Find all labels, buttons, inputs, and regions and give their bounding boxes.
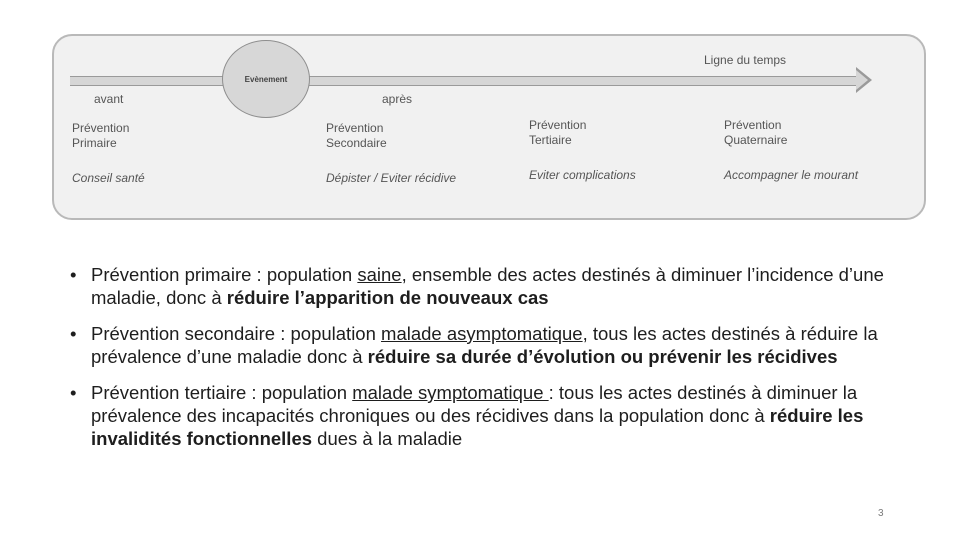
bullet-primary-prevention: • Prévention primaire : population saine, ensemble des actes destinés à diminuer l’incidence d’une maladie, donc à réduire l’apparition de nouveaux cas xyxy=(70,264,884,308)
after-label: après xyxy=(382,92,413,106)
bullet-tertiary-prevention: • Prévention tertiaire : population malade symptomatique : tous les actes destinés à diminuer la prévalence des incapacités chroniques ou des récidives dans la population donc à réduire les invalidités fonctionnelles dues à la maladie xyxy=(70,382,864,449)
event-circle xyxy=(222,40,310,118)
timeline-diagram xyxy=(52,34,926,220)
col4-action: Accompagner le mourant xyxy=(724,168,859,182)
bold-term: réduire l’apparition de nouveaux cas xyxy=(226,287,549,308)
timeline-arrow-line xyxy=(70,76,858,86)
col3-action: Eviter complications xyxy=(529,168,636,182)
bullet-secondary-prevention: • Prévention secondaire : population malade asymptomatique, tous les actes destinés à réduire la prévalence d’une maladie donc à réduire sa durée d’évolution ou prévenir les récidives xyxy=(70,323,878,367)
col2-action: Dépister / Eviter récidive xyxy=(326,171,457,185)
before-label: avant xyxy=(94,92,124,106)
col3-title: Prévention Tertiaire xyxy=(529,118,587,147)
bullet-list xyxy=(70,263,890,463)
underlined-term: malade asymptomatique xyxy=(381,323,583,344)
bullet-dot: • xyxy=(70,323,77,344)
timeline-label: Ligne du temps xyxy=(704,53,787,67)
bold-term: réduire les invalidités fonctionnelles xyxy=(91,405,864,449)
bullet-dot: • xyxy=(70,382,77,403)
col1-title: Prévention Primaire xyxy=(72,121,130,150)
bullet-dot: • xyxy=(70,264,77,285)
bold-term: réduire sa durée d’évolution ou prévenir les récidives xyxy=(367,346,838,367)
underlined-term: saine xyxy=(357,264,402,285)
col2-title: Prévention Secondaire xyxy=(326,121,387,150)
underlined-term: malade symptomatique xyxy=(352,382,549,403)
col1-action: Conseil santé xyxy=(72,171,145,185)
page-number: 3 xyxy=(878,508,884,519)
event-label: Evènement xyxy=(244,74,288,84)
col4-title: Prévention Quaternaire xyxy=(724,118,788,147)
